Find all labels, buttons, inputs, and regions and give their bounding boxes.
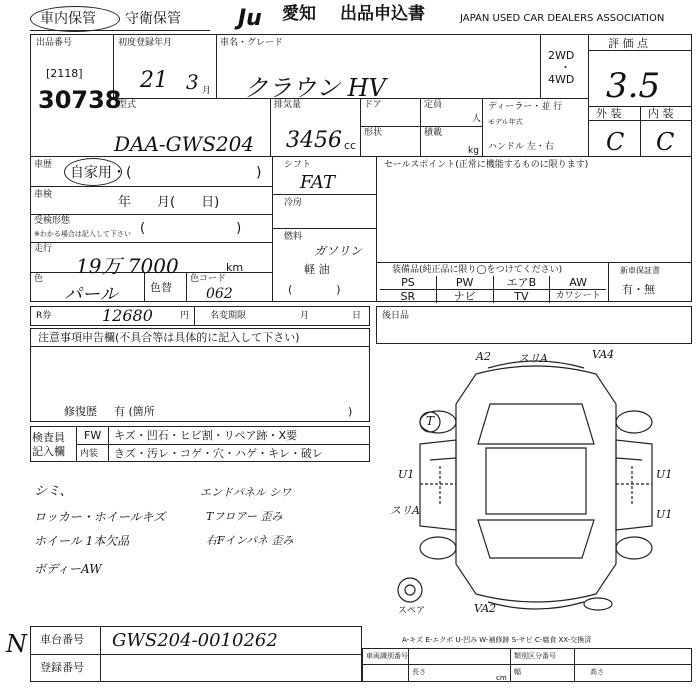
divider: [408, 648, 409, 682]
registration-year: 21: [140, 68, 168, 93]
equipment-item-navi: ナビ: [437, 290, 494, 303]
color-change-label: 色替: [150, 281, 172, 294]
divider: [30, 242, 272, 243]
dealer-label: ディーラー・並 行: [488, 102, 563, 112]
recycle-value: 12680: [102, 306, 153, 325]
equipment-grid: [380, 276, 606, 302]
warranty-value: 有・無: [622, 283, 655, 296]
shift-label: シフト: [284, 160, 312, 170]
equipment-row-2: [380, 289, 606, 303]
repair-value: 有 (箇所: [114, 405, 155, 418]
receiving-paren: ( ): [140, 221, 242, 236]
divider: [420, 98, 421, 156]
lot-sub-number: [2118]: [46, 67, 83, 80]
damage-mark: A2: [476, 350, 491, 363]
drive-2wd: 2WD: [548, 49, 575, 62]
equipment-item-aw: AW: [569, 276, 588, 289]
name-change-day: 日: [352, 311, 362, 321]
divider: [640, 106, 641, 156]
height-label: 高さ: [590, 668, 604, 676]
notes-line: [30, 346, 370, 347]
recycle-row-frame: [30, 306, 370, 326]
divider: [76, 444, 370, 445]
divider: [574, 648, 575, 682]
fuel-paren: ( ): [288, 283, 341, 296]
divider: [272, 194, 376, 195]
bottom-k2: 類別区分番号: [514, 652, 556, 660]
color-code-value: 062: [206, 286, 233, 302]
receiving-label: 受検形態: [34, 216, 71, 226]
repair-close: ): [348, 405, 353, 418]
interior-grade: C: [656, 128, 675, 156]
damage-legend: A-キズ E-エクボ U-凹み W-補修跡 S-サビ C-腐食 XX-交換済: [402, 636, 592, 644]
damage-mark: VA4: [592, 348, 615, 361]
divider: [30, 186, 272, 187]
exterior-grade: C: [606, 128, 625, 156]
divider: [30, 654, 362, 655]
mileage-value: 19万 7000: [76, 254, 179, 278]
damage-mark: T: [426, 414, 435, 428]
history-label: 車歴: [34, 160, 53, 170]
width-label: 幅: [514, 668, 521, 676]
warranty-label: 新車保証書: [620, 266, 660, 275]
divider: [588, 50, 692, 51]
displacement-unit: cc: [344, 139, 357, 152]
divider: [482, 98, 483, 156]
equipment-item-sr: SR: [380, 290, 437, 303]
ac-label: 冷房: [284, 198, 303, 208]
fw-items: キズ・凹石・ヒビ割・リペア跡・X要: [114, 429, 298, 442]
divider: [608, 262, 609, 302]
lot-number: 30738: [38, 86, 122, 114]
divider: [272, 228, 376, 229]
association-name: JAPAN USED CAR DEALERS ASSOCIATION: [460, 13, 665, 24]
length-unit: cm: [496, 674, 507, 682]
receiving-note: ※わかる場合は記入して下さい: [34, 230, 131, 238]
recycle-label: R券: [36, 311, 52, 321]
displacement-label: 排気量: [274, 100, 302, 110]
repair-label: 修復歴: [64, 405, 97, 418]
load-unit: kg: [468, 146, 479, 156]
drive-4wd: 4WD: [548, 73, 575, 86]
model-label: 車名・グレード: [220, 38, 284, 48]
model-year-label: モデル年式: [488, 118, 523, 126]
length-label: 長さ: [412, 668, 426, 676]
back-seat-label: 後日品: [382, 311, 410, 321]
damage-mark: U1: [656, 468, 673, 481]
load-label: 積載: [424, 128, 443, 138]
margin-mark: N: [6, 630, 27, 658]
divider: [540, 34, 541, 98]
divider: [362, 664, 692, 665]
inspector-label-2: 記入欄: [32, 445, 65, 458]
fuel-value: ガソリン: [314, 244, 363, 258]
divider: [360, 98, 361, 156]
equipment-item-ps: PS: [380, 276, 437, 289]
equipment-item-airbag: エアB: [494, 276, 551, 289]
interior-label: 内 装: [648, 107, 674, 120]
storage-badge: 車内保管: [40, 11, 96, 27]
note-line-right: 右Fインパネ 歪み: [206, 534, 294, 547]
divider: [588, 34, 589, 156]
registration-label: 初度登録年月: [118, 38, 173, 48]
note-line: シミ、: [34, 484, 73, 499]
header-underline: [30, 30, 210, 31]
mileage-label: 走行: [34, 244, 53, 254]
back-seat-frame: [376, 306, 692, 344]
registration-month-unit: 月: [202, 86, 212, 96]
capacity-label: 定員: [424, 100, 443, 110]
divider: [30, 214, 272, 215]
recycle-unit: 円: [180, 311, 190, 321]
name-change-month: 月: [300, 311, 310, 321]
divider: [186, 272, 187, 302]
interior-items: きズ・汚レ・コゲ・穴・ハゲ・キレ・破レ: [114, 447, 323, 460]
car-damage-diagram: [380, 344, 692, 624]
divider: [216, 34, 217, 98]
grading-label: 評 価 点: [608, 37, 648, 50]
equipment-row-1: [380, 276, 606, 289]
storage-label: 守衛保管: [125, 11, 181, 27]
inspection-text: 年 月( 日): [118, 195, 220, 210]
handle-label: ハンドル 左・右: [488, 142, 554, 152]
note-line-right: Tフロアー 歪み: [206, 510, 283, 523]
note-line: ロッカー・ホイールキズ: [34, 510, 166, 524]
prefecture: 愛知: [282, 4, 316, 24]
history-value: 自家用・(: [70, 165, 132, 181]
divider: [360, 126, 482, 127]
type-value: DAA-GWS204: [114, 132, 255, 156]
name-change-label: 名変期限: [210, 311, 247, 321]
color-label: 色: [34, 274, 44, 284]
divider: [270, 98, 271, 156]
color-code-label: 色コード: [190, 274, 227, 284]
lot-label: 出品番号: [36, 38, 73, 48]
interior-row-label: 内装: [80, 449, 99, 459]
form-title: 出品申込書: [340, 4, 425, 24]
note-line: ホイール 1本欠品: [34, 534, 130, 548]
shift-value: FAT: [300, 172, 335, 193]
fuel-label: 燃料: [284, 232, 303, 242]
inspector-label-1: 検査員: [32, 431, 65, 444]
ju-logo: [238, 8, 280, 30]
divider: [510, 648, 511, 682]
notes-label: 注意事項申告欄(不具合等は具体的に記入して下さい): [38, 331, 300, 344]
capacity-unit: 人: [472, 114, 482, 124]
displacement-value: 3456: [286, 128, 342, 153]
exterior-label: 外 装: [596, 107, 622, 120]
drive-sep: ・: [560, 61, 571, 74]
note-line-right: エンドパネル シワ: [200, 486, 292, 499]
damage-mark: スリA: [518, 352, 548, 365]
registration-number-label: 登録番号: [40, 661, 84, 674]
equipment-label: 装備品(純正品に限り◯をつけてください): [392, 265, 563, 275]
damage-mark: U1: [398, 468, 415, 481]
mileage-unit: km: [226, 261, 244, 274]
bottom-k1: 車両識別番号: [366, 652, 408, 660]
shape-label: 形状: [364, 128, 383, 138]
divider: [272, 156, 273, 302]
color-value: パール: [64, 284, 118, 305]
damage-mark: スリA: [390, 504, 420, 517]
type-label: 型式: [118, 100, 137, 110]
divider: [376, 262, 692, 263]
model-value: クラウン HV: [244, 74, 386, 102]
fw-label: FW: [84, 429, 102, 442]
spare-label: スペア: [398, 606, 426, 616]
equipment-item-tv: TV: [494, 290, 551, 303]
equipment-item-leather: カワシート: [555, 291, 601, 301]
fuel-diesel: 軽 油: [304, 263, 330, 276]
door-label: ドア: [364, 100, 382, 110]
divider: [30, 156, 692, 157]
inspection-label: 車検: [34, 190, 53, 200]
selling-points-label: セールスポイント(正常に機能するものに限ります): [384, 160, 589, 170]
car-outline-svg: [380, 344, 692, 624]
damage-mark: VA2: [474, 602, 497, 615]
chassis-label: 車台番号: [40, 633, 84, 646]
ju-logo-text: Ju: [238, 6, 262, 31]
divider: [376, 156, 377, 302]
damage-mark: U1: [656, 508, 673, 521]
history-close: ): [256, 165, 262, 181]
note-line: ボディーAW: [34, 562, 102, 576]
grading-score: 3.5: [606, 66, 661, 106]
equipment-item-pw: PW: [437, 276, 494, 289]
chassis-value: GWS204-0010262: [112, 630, 278, 651]
registration-month: 3: [186, 70, 199, 94]
divider: [194, 306, 195, 326]
